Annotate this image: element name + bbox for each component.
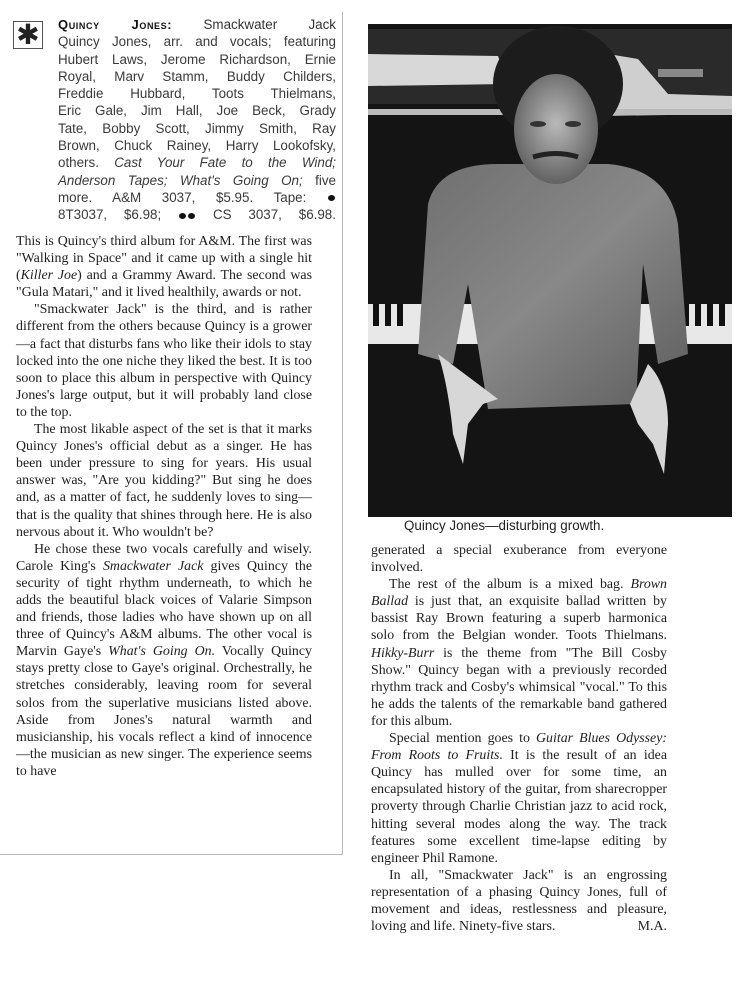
credits-line: Brown, Chuck Rainey, Harry Lookofsky, — [58, 138, 336, 154]
review-body-left — [16, 233, 312, 780]
label-price: more. A&M 3037, $5.95. Tape: — [58, 189, 307, 205]
paragraph: The most likable aspect of the set is that it marks Quincy Jones's official debut as a singer. He has been under pressure to sing for years. His usual answer was, "Are you kidding?" But sing he does and, as a matter of fact, he suddenly loves to sing—that is the quality that shines through here. He is also nervous about it. Who wouldn't be? — [16, 422, 312, 540]
artist-name: Quincy Jones: — [58, 17, 173, 32]
tape-price-8track: 8T3037, $6.98; — [58, 207, 162, 223]
credits-line: Tate, Bobby Scott, Jimmy Smith, Ray — [58, 120, 336, 136]
tape-format-dot-icon — [328, 195, 335, 201]
credits-line: Royal, Marv Stamm, Buddy Childers, — [58, 68, 336, 84]
header-title-line — [58, 16, 336, 33]
paragraph: "Smackwater Jack" is the third, and is rather different from the others because Quincy is a grower—a fact that disturbs fans who like their idols to stay locked into the one niche they liked the best. It is too soon to place this album in perspective with Quincy Jones's large output, but it will probably land close to the top. — [16, 302, 312, 420]
paragraph: This is Quincy's third album for A&M. The first was "Walking in Space" and it came up with a single hit (Killer Joe) and a Grammy Award. The second was "Gula Matari," and it lived healthily, awards or not. — [16, 234, 312, 301]
track-titles: Anderson Tapes; What's Going On; — [58, 172, 303, 188]
paragraph: Special mention goes to Guitar Blues Odyssey: From Roots to Fruits. It is the result of an idea Quincy has mulled over for some time, an encapsulated history of the guitar, from sharecropper proverty through Charlie Christian jazz to acid rock, hitting several modes along the way. The track features some excellent time-lapse editing by engineer Phil Ramone. — [371, 731, 667, 866]
paragraph: He chose these two vocals carefully and wisely. Carole King's Smackwater Jack gives Quincy the security of tight rhythm underneath, to which he adds the beautiful black voices of Valarie Simpson and friends, those ladies who have shown up on all three of Quincy's A&M albums. The other vocal is Marvin Gaye's What's Going On. Vocally Quincy stays pretty close to Gaye's original. Orchestrally, he stretches considerably, leaving room for several solos from the superlative musicians listed above. Aside from Jones's natural warmth and musicianship, his vocals reflect a kind of innocence—the musician as new singer. The experience seems to have — [16, 541, 312, 779]
credits-line: Hubert Laws, Jerome Richardson, Ernie — [58, 51, 336, 67]
cassette-dot-icon — [179, 213, 186, 219]
artist-photo — [368, 24, 732, 517]
tracks-line — [58, 154, 336, 171]
tape-price-line — [58, 206, 336, 223]
tracks-line — [58, 172, 336, 189]
reviewer-signature: M.A. — [637, 919, 667, 935]
tracks-suffix: five — [315, 172, 336, 188]
track-titles: Cast Your Fate to the Wind; — [114, 155, 336, 171]
credits-line: Eric Gale, Jim Hall, Joe Beck, Grady — [58, 103, 336, 119]
cassette-dot-icon — [188, 213, 195, 219]
review-body-right — [371, 542, 667, 935]
asterisk-rating-icon: ✱ — [13, 21, 43, 49]
album-header — [58, 16, 336, 224]
credits-line: Quincy Jones, arr. and vocals; featuring — [58, 34, 336, 50]
paragraph: In all, "Smackwater Jack" is an engrossing representation of a phasing Quincy Jones, full of movement and ideas, restlessness and pleasure, loving and life. Ninety-five stars. M.A. — [371, 867, 667, 935]
album-title: Smackwater Jack — [203, 17, 337, 32]
tracks-prefix: others. — [58, 155, 99, 171]
paragraph: The rest of the album is a mixed bag. Brown Ballad is just that, an exquisite ballad written by bassist Ray Brown featuring a superb harmonica solo from the Belgian wonder. Toots Thielmans. Hikky-Burr is the theme from "The Bill Cosby Show." Quincy began with a previously recorded rhythm track and Cosby's whimsical "vocal." To this he adds the talents of the remarkable band gathered for this album. — [371, 577, 667, 729]
photo-illustration — [368, 24, 732, 517]
tape-price-cassette: CS 3037, $6.98. — [212, 207, 336, 223]
label-price-line — [58, 189, 336, 206]
photo-caption: Quincy Jones—disturbing growth. — [404, 518, 605, 533]
credits-line: Freddie Hubbard, Toots Thielmans, — [58, 86, 336, 102]
paragraph: generated a special exuberance from everyone involved. — [371, 543, 667, 576]
